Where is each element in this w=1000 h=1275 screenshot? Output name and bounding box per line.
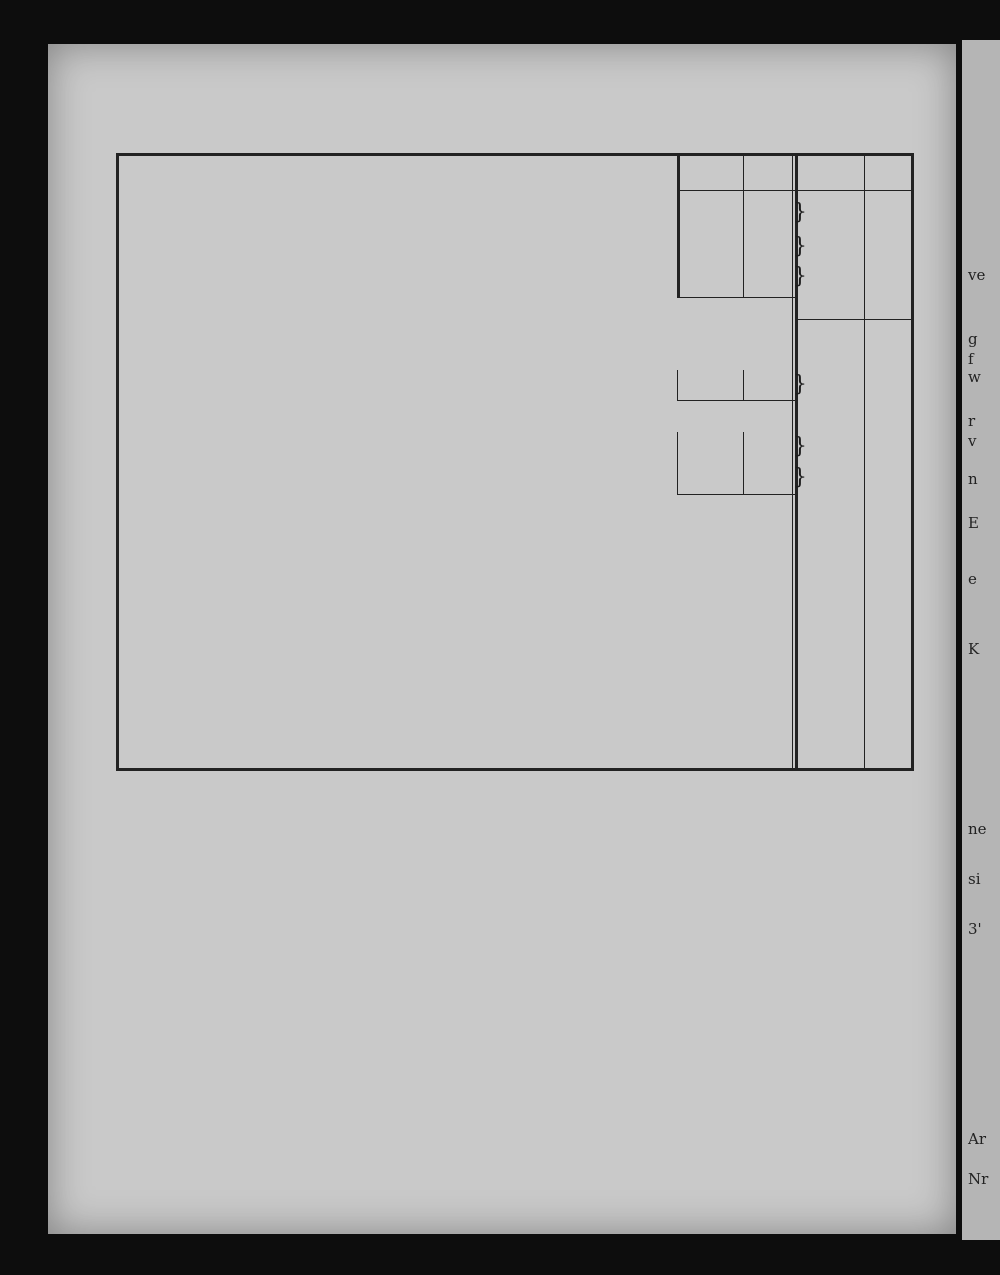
col-line: [677, 464, 678, 494]
brace: }: [793, 234, 807, 259]
col-line: [864, 156, 865, 770]
table-right-border: [911, 153, 914, 771]
row-line: [795, 319, 913, 320]
row-line: [677, 494, 795, 495]
brace: }: [793, 264, 807, 289]
col-line: [743, 432, 744, 464]
brace: }: [793, 372, 807, 397]
table-left-border: [116, 153, 119, 771]
col-line: [743, 464, 744, 494]
col-line: [677, 370, 678, 400]
row-line: [677, 297, 795, 298]
brace: }: [793, 465, 807, 490]
adjacent-page-edge: ve g f w r v n E e K ne si 3' Ar Nr: [962, 40, 1000, 1240]
col-line: [677, 432, 678, 464]
col-line: [677, 156, 680, 298]
brace: }: [793, 434, 807, 459]
head-line: [677, 190, 914, 191]
brace: }: [793, 200, 807, 225]
row-line: [677, 400, 795, 401]
col-line: [743, 370, 744, 400]
col-line: [743, 156, 744, 298]
document-page: [48, 44, 956, 1234]
